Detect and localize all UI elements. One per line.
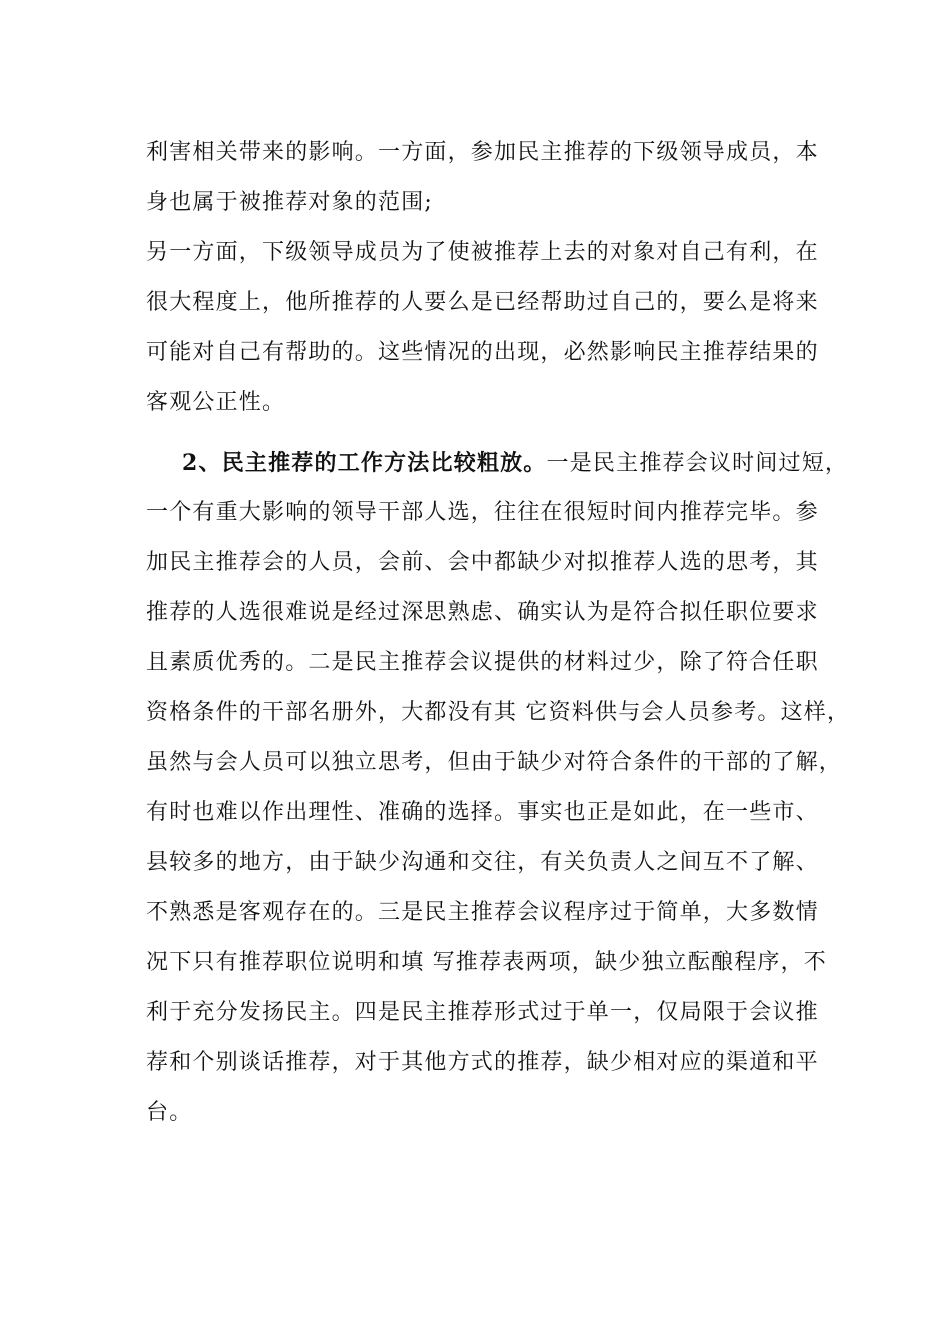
text-line: 利于充分发扬民主。四是民主推荐形式过于单一，仅局限于会议推	[146, 1000, 819, 1025]
paragraph-1	[146, 128, 819, 228]
text-line: 很大程度上，他所推荐的人要么是已经帮助过自己的，要么是将来	[146, 290, 819, 315]
text-line: 不熟悉是客观存在的。三是民主推荐会议程序过于简单，大多数情	[146, 900, 819, 925]
heading-line-rest: 一是民主推荐会议时间过短，	[546, 451, 849, 476]
text-line: 客观公正性。	[146, 390, 286, 415]
text-line: 另一方面，下级领导成员为了使被推荐上去的对象对自己有利，在	[146, 240, 819, 265]
section-heading: 2、民主推荐的工作方法比较粗放。	[182, 450, 547, 476]
text-line: 一个有重大影响的领导干部人选，往往在很短时间内推荐完毕。参	[146, 500, 819, 525]
text-line: 荐和个别谈话推荐，对于其他方式的推荐，缺少相对应的渠道和平	[146, 1050, 819, 1075]
text-line: 资格条件的干部名册外，大都没有其 它资料供与会人员参考。这样，	[146, 700, 851, 725]
text-line: 身也属于被推荐对象的范围;	[146, 190, 434, 215]
text-line: 台。	[146, 1100, 193, 1125]
text-line: 且素质优秀的。二是民主推荐会议提供的材料过少，除了符合任职	[146, 650, 819, 675]
text-line: 加民主推荐会的人员，会前、会中都缺少对拟推荐人选的思考，其	[146, 550, 819, 575]
text-line: 可能对自己有帮助的。这些情况的出现，必然影响民主推荐结果的	[146, 340, 819, 365]
text-line	[146, 438, 849, 488]
text-line: 推荐的人选很难说是经过深思熟虑、确实认为是符合拟任职位要求	[146, 600, 819, 625]
text-line: 况下只有推荐职位说明和填 写推荐表两项，缺少独立酝酿程序，不	[146, 950, 827, 975]
text-line: 县较多的地方，由于缺少沟通和交往，有关负责人之间互不了解、	[146, 850, 819, 875]
text-line: 虽然与会人员可以独立思考，但由于缺少对符合条件的干部的了解，	[146, 750, 843, 775]
paragraph-2	[146, 228, 819, 428]
paragraph-3	[146, 438, 851, 1138]
text-line: 有时也难以作出理性、准确的选择。事实也正是如此，在一些市、	[146, 800, 819, 825]
text-line: 利害相关带来的影响。一方面，参加民主推荐的下级领导成员，本	[146, 140, 819, 165]
document-body	[146, 128, 851, 1138]
